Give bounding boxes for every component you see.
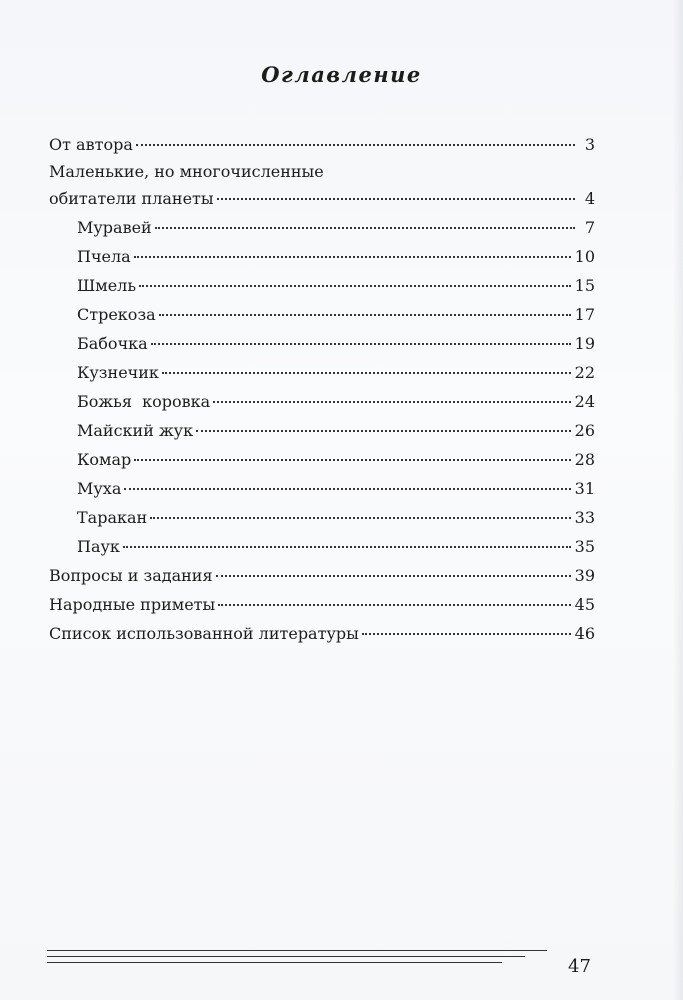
toc-entry-page: 17	[574, 305, 595, 324]
dot-leader	[134, 256, 571, 258]
toc-entry-label: Маленькие, но многочисленные	[49, 162, 324, 181]
footer-line	[47, 962, 502, 963]
page-edge-shadow	[673, 0, 683, 1000]
toc-entry-page: 7	[584, 218, 595, 237]
dot-leader	[213, 401, 571, 403]
dot-leader	[155, 227, 575, 229]
toc-entry-folk-signs[interactable]	[49, 590, 595, 619]
toc-entry-dragonfly[interactable]	[49, 300, 595, 329]
toc-entry-small-inhabitants[interactable]	[49, 184, 595, 213]
dot-leader	[150, 517, 570, 519]
dot-leader	[196, 430, 571, 432]
toc-entry-page: 45	[574, 595, 595, 614]
toc-entry-label: Муравей	[77, 218, 152, 237]
toc-entry-grasshopper[interactable]	[49, 358, 595, 387]
toc-entry-page: 39	[574, 566, 595, 585]
toc-entry-label: Кузнечик	[77, 363, 159, 382]
toc-entry-from-author[interactable]	[49, 130, 595, 159]
toc-entry-page: 31	[574, 479, 595, 498]
footer-line	[47, 956, 525, 957]
toc-entry-label: Бабочка	[77, 334, 148, 353]
dot-leader	[151, 343, 571, 345]
toc-entry-label: Народные приметы	[49, 595, 216, 614]
dot-leader	[124, 488, 570, 490]
toc-entry-may-beetle[interactable]	[49, 416, 595, 445]
dot-leader	[139, 285, 571, 287]
toc-entry-page: 3	[584, 135, 595, 154]
dot-leader	[162, 372, 571, 374]
footer-rule	[47, 950, 547, 968]
toc-entry-small-inhabitants-line1[interactable]	[49, 159, 595, 184]
toc-entry-label: Паук	[77, 537, 120, 556]
toc-entry-page: 22	[574, 363, 595, 382]
toc-entry-label: Шмель	[77, 276, 137, 295]
footer-line	[47, 950, 547, 951]
toc-entry-page: 24	[574, 392, 595, 411]
toc-entry-label: Комар	[77, 450, 132, 469]
dot-leader	[218, 604, 570, 606]
toc-entry-label: Муха	[77, 479, 122, 498]
toc-entry-ant[interactable]	[49, 213, 595, 242]
toc-entry-references[interactable]	[49, 619, 595, 648]
toc-entry-cockroach[interactable]	[49, 503, 595, 532]
toc-entry-page: 26	[574, 421, 595, 440]
toc-entry-label: Майский жук	[77, 421, 194, 440]
toc-entry-bee[interactable]	[49, 242, 595, 271]
toc-entry-page: 33	[574, 508, 595, 527]
toc-entry-fly[interactable]	[49, 474, 595, 503]
toc-entry-label: Вопросы и задания	[49, 566, 213, 585]
toc-entry-label: Список использованной литературы	[49, 624, 359, 643]
dot-leader	[136, 144, 575, 146]
toc-entry-mosquito[interactable]	[49, 445, 595, 474]
dot-leader	[134, 459, 570, 461]
toc-entry-ladybug[interactable]	[49, 387, 595, 416]
dot-leader	[216, 575, 571, 577]
page-number: 47	[568, 956, 591, 977]
toc-entry-page: 28	[574, 450, 595, 469]
toc-entry-questions[interactable]	[49, 561, 595, 590]
toc-entry-butterfly[interactable]	[49, 329, 595, 358]
toc-entry-label: Таракан	[77, 508, 148, 527]
dot-leader	[123, 546, 571, 548]
toc-entry-page: 35	[574, 537, 595, 556]
toc-entry-bumblebee[interactable]	[49, 271, 595, 300]
page-title: Оглавление	[261, 62, 422, 87]
toc-entry-page: 46	[574, 624, 595, 643]
dot-leader	[159, 314, 571, 316]
toc-entry-label: Пчела	[77, 247, 131, 266]
toc-entry-spider[interactable]	[49, 532, 595, 561]
toc-entry-label: От автора	[49, 135, 133, 154]
toc-entry-page: 10	[574, 247, 595, 266]
dot-leader	[362, 633, 571, 635]
toc-entry-page: 4	[584, 189, 595, 208]
toc-entry-label: Стрекоза	[77, 305, 156, 324]
dot-leader	[217, 198, 575, 200]
table-of-contents	[49, 130, 595, 648]
toc-entry-label: обитатели планеты	[49, 189, 214, 208]
toc-entry-page: 19	[574, 334, 595, 353]
toc-entry-page: 15	[574, 276, 595, 295]
toc-entry-label: Божья коровка	[77, 392, 211, 411]
